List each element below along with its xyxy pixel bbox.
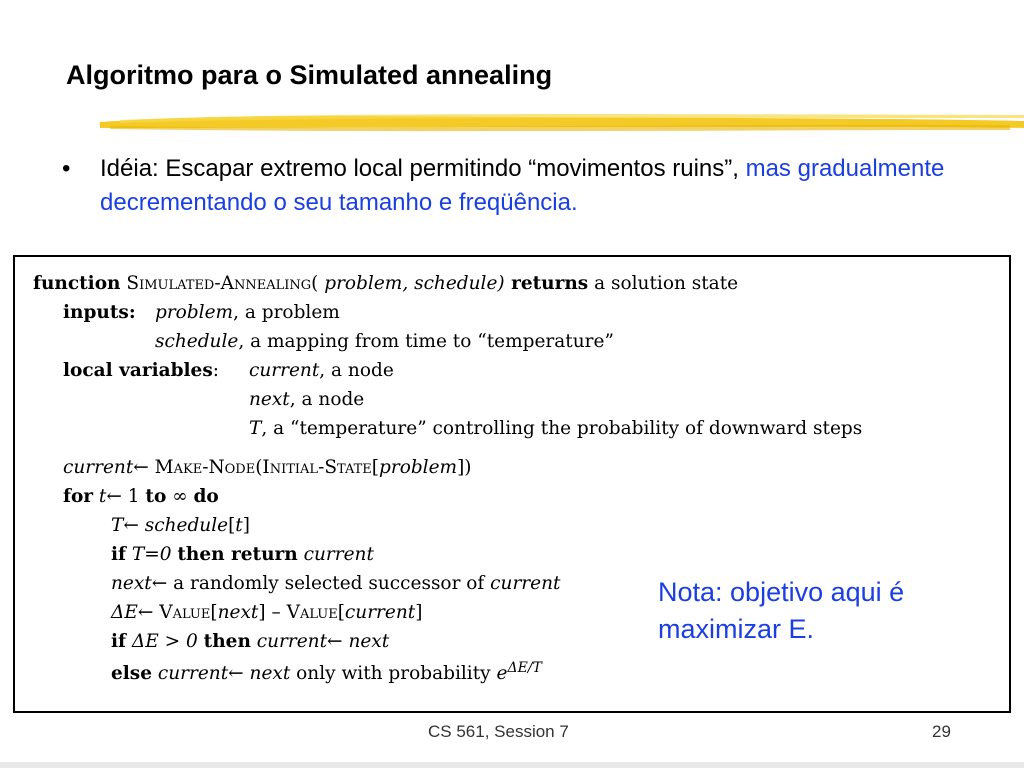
slide-title: Algoritmo para o Simulated annealing [66, 60, 553, 90]
assign-arrow: ← [137, 602, 160, 623]
var-next: next [217, 602, 259, 623]
bracket: [ [337, 602, 345, 623]
keyword-for: for [63, 486, 94, 507]
fn-value: Value [286, 602, 338, 623]
note-line-1: Nota: objetivo aqui é [658, 577, 905, 607]
var-problem: problem [379, 457, 458, 478]
var-t: T [249, 418, 262, 439]
var-delta-e: ΔE [111, 602, 138, 623]
algo-stmt-else [111, 660, 542, 684]
bullet-text [100, 152, 962, 220]
exp-base: e [496, 663, 508, 685]
local-current-desc: , a node [319, 360, 394, 381]
assign-arrow: ← [327, 631, 349, 652]
algo-input-schedule [155, 331, 614, 352]
yellow-highlight-stroke [100, 106, 1024, 136]
algo-line-locals [63, 360, 219, 381]
footer-course: CS 561, Session 7 [428, 722, 569, 741]
function-name: Simulated-Annealing( [126, 273, 319, 294]
algo-line-inputs [63, 302, 136, 323]
algo-local-t [249, 418, 862, 439]
algo-local-current [249, 360, 394, 381]
fn-value: Value [159, 602, 211, 623]
var-current: current [490, 573, 561, 594]
paren: ( [255, 457, 263, 478]
var-current: current [151, 663, 229, 685]
function-params: problem, schedule) [318, 273, 505, 294]
var-t-loop: t [93, 486, 107, 507]
keyword-returns: returns [504, 273, 589, 294]
note-line-2: maximizar E. [658, 614, 815, 644]
algo-stmt-if-return [111, 544, 374, 565]
assign-arrow: ← [106, 486, 128, 507]
bullet-point [62, 152, 962, 220]
var-current: current [297, 544, 374, 565]
return-desc: a solution state [588, 273, 739, 294]
bracket: [ [371, 457, 380, 478]
var-current: current [249, 360, 320, 381]
var-t-loop: t [235, 515, 243, 536]
successor-desc: a randomly selected successor of [173, 573, 491, 594]
keyword-else: else [111, 663, 152, 685]
var-current: current [250, 631, 328, 652]
footer-page-number: 29 [932, 722, 951, 741]
algo-stmt-for [63, 486, 219, 507]
note-annotation [658, 574, 904, 648]
assign-arrow: ← [228, 663, 250, 685]
var-current: current [63, 457, 134, 478]
keyword-then-return: then return [177, 544, 298, 565]
algo-stmt-delta [111, 602, 422, 623]
algo-stmt-schedule [111, 515, 250, 536]
fn-schedule: schedule [144, 515, 229, 536]
input-problem-desc: , a problem [233, 302, 340, 323]
var-next: next [249, 663, 291, 685]
keyword-if: if [111, 544, 126, 565]
keyword-function: function [33, 273, 121, 294]
exp-power: ΔE/T [507, 660, 542, 676]
condition: T=0 [126, 544, 178, 565]
var-schedule: schedule [155, 331, 239, 352]
bullet-text-black: Idéia: Escapar extremo local permitindo “movimentos ruins”, [100, 155, 746, 182]
input-schedule-desc: , a mapping from time to “temperature” [238, 331, 614, 352]
var-next: next [249, 389, 290, 410]
keyword-if: if [111, 631, 126, 652]
assign-arrow: ← [123, 515, 145, 536]
footer-band [0, 762, 1024, 768]
bullet-text-blue: mas gradualmente decrementando o seu tamanho e freqüência. [100, 155, 945, 216]
local-next-desc: , a node [289, 389, 365, 410]
infinity-symbol: ∞ [166, 486, 194, 507]
bracket: ] [258, 602, 266, 623]
bracket: ] [415, 602, 423, 623]
assign-arrow: ← [133, 457, 155, 478]
keyword-to: to [145, 486, 167, 507]
algo-stmt-if-accept [111, 631, 389, 652]
local-variables-colon: : [212, 360, 219, 381]
inputs-label: inputs: [63, 302, 136, 323]
local-t-desc: , a “temperature” controlling the probability of downward steps [261, 418, 863, 439]
bracket: [ [228, 515, 236, 536]
var-t: T [111, 515, 124, 536]
var-problem: problem [155, 302, 234, 323]
algo-input-problem [155, 302, 340, 323]
var-next: next [111, 573, 152, 594]
assign-arrow: ← [151, 573, 174, 594]
keyword-then: then [203, 631, 251, 652]
minus-sign: – [265, 602, 287, 623]
bracket: ] [242, 515, 250, 536]
loop-start: 1 [127, 486, 146, 507]
algo-stmt-next [111, 573, 560, 594]
local-variables-label: local variables [63, 360, 213, 381]
bullet-symbol: • [62, 155, 71, 182]
var-current: current [344, 602, 416, 623]
var-next: next [348, 631, 390, 652]
algo-local-next [249, 389, 364, 410]
algo-line-function [33, 273, 738, 294]
fn-make-node: Make-Node [154, 457, 256, 478]
probability-desc: only with probability [290, 663, 497, 685]
fn-initial-state: Initial-State [262, 457, 372, 478]
algo-stmt-init [63, 457, 472, 478]
keyword-do: do [193, 486, 219, 507]
condition: ΔE > 0 [126, 631, 204, 652]
bracket: ]) [457, 457, 472, 478]
bracket: [ [210, 602, 218, 623]
